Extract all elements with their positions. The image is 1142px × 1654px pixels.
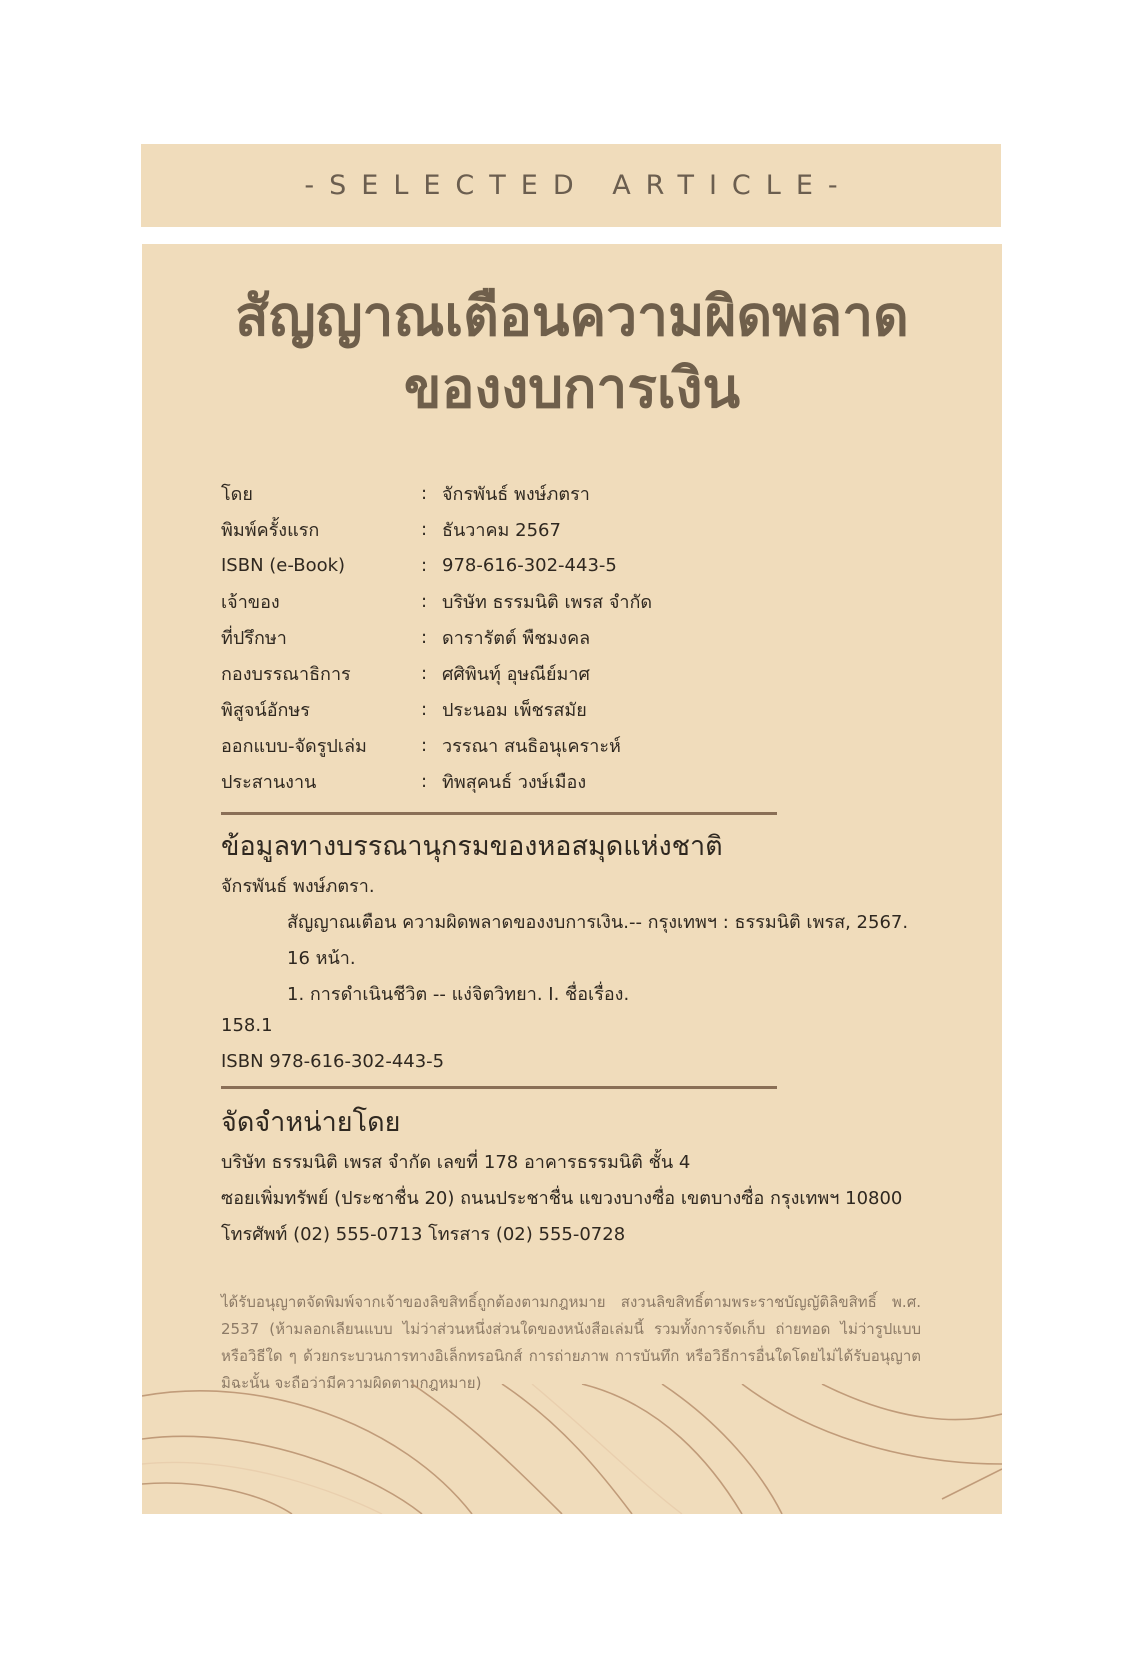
meta-value: 978-616-302-443-5	[442, 554, 617, 576]
divider	[221, 812, 777, 815]
divider	[221, 1086, 777, 1089]
meta-value: ดารารัตต์ พืชมงคล	[442, 627, 591, 649]
copyright-notice: ได้รับอนุญาตจัดพิมพ์จากเจ้าของลิขสิทธิ์ถูกต้องตามกฎหมาย สงวนลิขสิทธิ์ตามพระราชบัญญัติลิขสิทธิ์ พ.ศ. 2537 (ห้ามลอกเลียนแบบ ไม่ว่าส่วนหนึ่งส่วนใดของหนังสือเล่มนี้ รวมทั้งการจัดเก็บ ถ่ายทอด ไม่ว่ารูปแบบหรือวิธีใด ๆ ด้วยกระบวนการทางอิเล็กทรอนิกส์ การถ่ายภาพ การบันทึก หรือวิธีการอื่นใดโดยไม่ได้รับอนุญาต มิฉะนั้น จะถือว่ามีความผิดตามกฎหมาย)	[221, 1293, 921, 1392]
meta-row-proofreader	[221, 691, 921, 727]
meta-colon: :	[421, 662, 428, 684]
distribution-heading: จัดจำหน่ายโดย	[221, 1107, 401, 1138]
meta-row-first-print	[221, 511, 921, 547]
meta-value: วรรณา สนธิอนุเคราะห์	[442, 735, 621, 757]
meta-label: เจ้าของ	[221, 591, 280, 613]
meta-colon: :	[421, 554, 428, 576]
meta-label: พิมพ์ครั้งแรก	[221, 519, 320, 541]
page-title	[142, 280, 1002, 424]
meta-row-coordinator	[221, 763, 921, 799]
catalog-class: 158.1	[221, 1015, 273, 1036]
meta-row-design	[221, 727, 921, 763]
selected-article-banner	[141, 144, 1001, 227]
meta-label: ประสานงาน	[221, 771, 317, 793]
distribution-line-2: ซอยเพิ่มทรัพย์ (ประชาชื่น 20) ถนนประชาชื่น แขวงบางซื่อ เขตบางซื่อ กรุงเทพฯ 10800	[221, 1188, 903, 1209]
meta-colon: :	[421, 518, 428, 540]
banner-text: -SELECTED ARTICLE-	[304, 170, 853, 201]
meta-row-owner	[221, 583, 921, 619]
meta-row-editorial	[221, 655, 921, 691]
meta-colon: :	[421, 770, 428, 792]
meta-label: ISBN (e-Book)	[221, 554, 346, 576]
meta-row-isbn	[221, 547, 921, 583]
catalog-pages: 16 หน้า.	[287, 948, 356, 969]
decorative-waves	[142, 1384, 1002, 1514]
meta-colon: :	[421, 626, 428, 648]
meta-label: พิสูจน์อักษร	[221, 699, 310, 721]
meta-colon: :	[421, 734, 428, 756]
publication-meta	[221, 475, 921, 799]
meta-label: โดย	[221, 483, 253, 505]
meta-label: ที่ปรึกษา	[221, 627, 287, 649]
meta-row-advisor	[221, 619, 921, 655]
meta-value: จักรพันธ์ พงษ์ภตรา	[442, 483, 590, 505]
meta-value: ประนอม เพ็ชรสมัย	[442, 699, 587, 721]
meta-colon: :	[421, 698, 428, 720]
info-panel	[142, 244, 1002, 1514]
title-line-1: สัญญาณเตือนความผิดพลาด	[235, 284, 909, 348]
distribution-line-1: บริษัท ธรรมนิติ เพรส จำกัด เลขที่ 178 อาคารธรรมนิติ ชั้น 4	[221, 1152, 691, 1173]
catalog-subject: 1. การดำเนินชีวิต -- แง่จิตวิทยา. I. ชื่อเรื่อง.	[287, 984, 630, 1005]
meta-value: ธันวาคม 2567	[442, 519, 561, 541]
catalog-author: จักรพันธ์ พงษ์ภตรา.	[221, 876, 375, 897]
title-line-2: ของงบการเงิน	[403, 356, 741, 420]
meta-row-author	[221, 475, 921, 511]
meta-value: ทิพสุคนธ์ วงษ์เมือง	[442, 771, 587, 793]
catalog-isbn: ISBN 978-616-302-443-5	[221, 1051, 445, 1072]
catalog-entry: สัญญาณเตือน ความผิดพลาดของงบการเงิน.-- กรุงเทพฯ : ธรรมนิติ เพรส, 2567.	[287, 912, 909, 933]
meta-value: บริษัท ธรรมนิติ เพรส จำกัด	[442, 591, 653, 613]
meta-colon: :	[421, 590, 428, 612]
meta-value: ศศิพินทุ์ อุษณีย์มาศ	[442, 663, 590, 685]
meta-label: กองบรรณาธิการ	[221, 663, 351, 685]
meta-label: ออกแบบ-จัดรูปเล่ม	[221, 735, 367, 757]
meta-colon: :	[421, 482, 428, 504]
catalog-heading: ข้อมูลทางบรรณานุกรมของหอสมุดแห่งชาติ	[221, 831, 723, 862]
distribution-line-3: โทรศัพท์ (02) 555-0713 โทรสาร (02) 555-0728	[221, 1224, 626, 1245]
